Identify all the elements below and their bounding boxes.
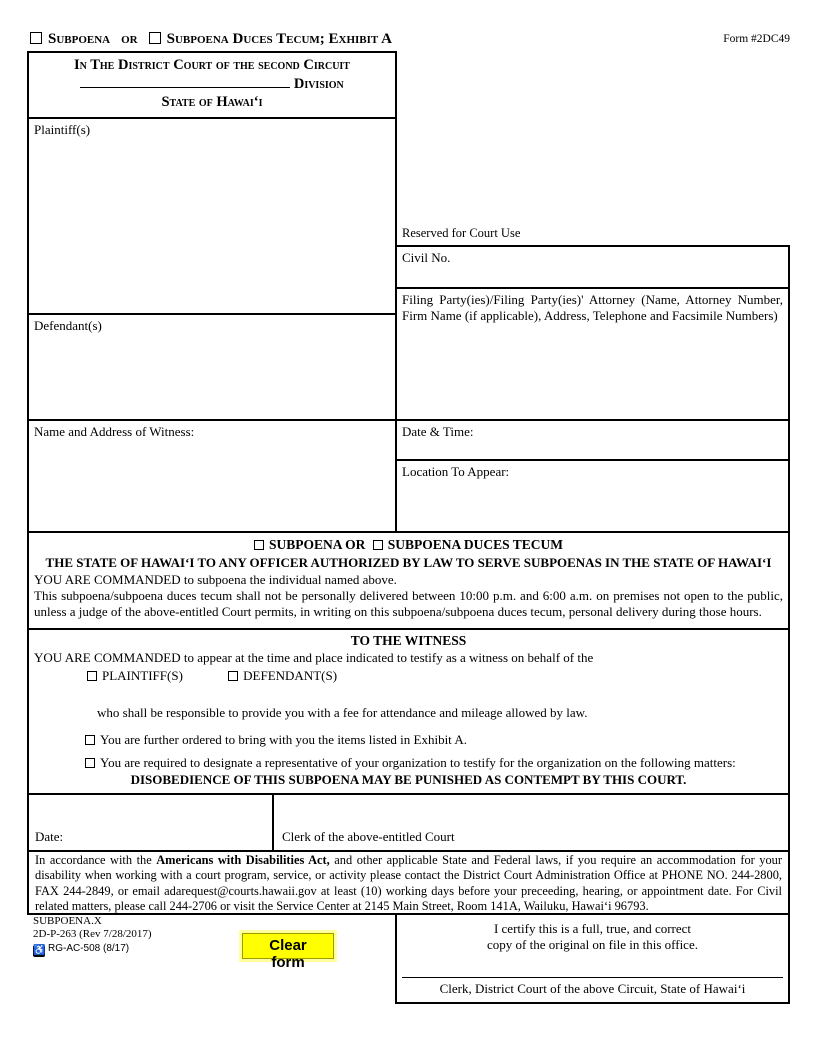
date-label: Date: [35,829,64,844]
exhibit-order-label: You are further ordered to bring with you the items listed in Exhibit A. [100,732,467,747]
date-time-label: Date & Time: [402,424,474,439]
witness-commanded-caps: YOU ARE COMMANDED [34,650,181,665]
to-the-witness-section [27,628,790,795]
subpoena-duces-tecum-checkbox[interactable] [149,32,161,44]
certify-line2: copy of the original on file in this office. [487,937,698,952]
section-subpoena-label: SUBPOENA OR [268,537,366,552]
plaintiff-box[interactable] [27,117,397,315]
reserved-for-court-use-label: Reserved for Court Use [402,226,521,240]
civil-no-label: Civil No. [402,250,451,265]
witness-section-title: TO THE WITNESS [350,633,467,648]
defendant-checkbox[interactable] [228,671,238,681]
form-code: 2D-P-263 (Rev 7/28/2017) [33,928,152,940]
form-type-header [30,31,392,48]
certification-box [395,913,790,1004]
representative-label: You are required to designate a representative of your organization to testify for the organization on the following matters: [100,755,736,770]
ada-prefix: In accordance with the [35,853,157,867]
delivery-restriction-text: This subpoena/subpoena duces tecum shall not be personally delivered between 10:00 p.m. and 6:00 a.m. on premises not open to the public, unless a judge of the above-entitled Court permits, in writing on this subpoena/subpoena duces tecum, personal delivery during those hours. [34,588,783,619]
subpoena-command-section [27,531,790,630]
commanded-line [34,572,783,588]
division-blank-line[interactable] [80,75,290,88]
ada-rest: and other applicable State and Federal laws, if you require an accommodation for your disability when working with a court program, service, or activity please contact the District Court Administration Office at PHONE NO. 244-2800, FAX 244-2849, or email adarequest@courts.hawaii.gov at least (10) working days before your preceeding, hearing, or appointment date. For Civil related matters, please call 244-2706 or visit the Service Center at 2145 Main Street, Room 141A, Wailuku, Hawai‘i 96793. [35,853,783,914]
fee-line: who shall be responsible to provide you with a fee for attendance and mileage allowed by law. [97,705,588,720]
defendant-label: Defendant(s) [34,318,102,333]
defendant-checkbox-label: DEFENDANT(S) [243,668,338,683]
or-label: or [121,31,138,47]
exhibit-order-line [85,732,788,748]
clear-form-button[interactable]: Clear form [242,933,334,959]
section-subpoena-checkbox[interactable] [254,540,264,550]
plaintiff-checkbox-label: PLAINTIFF(S) [102,668,183,683]
date-clerk-divider [272,795,274,850]
date-time-box[interactable] [395,419,790,461]
representative-checkbox[interactable] [85,758,95,768]
witness-name-label: Name and Address of Witness: [34,424,195,439]
civil-no-box[interactable] [395,245,790,289]
ada-notice-box [27,850,790,915]
party-checkbox-row [87,668,788,684]
clerk-label: Clerk of the above-entitled Court [282,829,455,844]
location-box[interactable] [395,459,790,533]
section-duces-checkbox[interactable] [373,540,383,550]
rg-code: RG-AC-508 (8/17) [48,943,130,954]
witness-commanded-line [34,650,783,666]
officer-command-line: THE STATE OF HAWAI‘I TO ANY OFFICER AUTHORIZED BY LAW TO SERVE SUBPOENAS IN THE STATE OF HAWAI‘I [45,555,772,570]
date-clerk-row [27,793,790,852]
contempt-warning: DISOBEDIENCE OF THIS SUBPOENA MAY BE PUNISHED AS CONTEMPT BY THIS COURT. [130,772,687,787]
representative-line [85,755,788,771]
commanded-caps: YOU ARE COMMANDED [34,572,181,587]
rg-code-line [33,942,152,957]
ada-notice-text [35,853,782,915]
duces-tecum-label: Subpoena Duces Tecum; Exhibit A [166,31,393,47]
defendant-box[interactable] [27,313,397,421]
subpoena-checkbox[interactable] [30,32,42,44]
exhibit-checkbox[interactable] [85,735,95,745]
division-line [29,75,395,93]
subpoena-label: Subpoena [48,31,111,47]
division-label: Division [293,76,344,92]
certification-clerk-label: Clerk, District Court of the above Circuit, State of Hawai‘i [439,981,746,996]
plaintiff-checkbox[interactable] [87,671,97,681]
subpoena-section-title [29,537,788,553]
ada-act-name: Americans with Disabilities Act, [156,853,330,867]
wheelchair-icon: ♿ [33,945,46,956]
filing-party-box[interactable] [395,287,790,421]
clerk-signature-line[interactable] [402,977,783,978]
certify-line1: I certify this is a full, true, and correct [493,921,692,936]
court-title: In The District Court of the second Circuit [74,57,350,73]
commanded-rest: to subpoena the individual named above. [180,572,397,587]
state-label: State of Hawai‘i [161,94,263,110]
filing-party-label: Filing Party(ies)/Filing Party(ies)' Attorney (Name, Attorney Number, Firm Name (if applicable), Address, Telephone and Facsimile Numbers) [402,292,783,323]
footer-codes [33,915,152,957]
witness-name-box[interactable] [27,419,397,533]
location-label: Location To Appear: [402,464,510,479]
witness-commanded-rest: to appear at the time and place indicated to testify as a witness on behalf of the [180,650,594,665]
plaintiff-label: Plaintiff(s) [34,122,91,137]
court-title-box [27,51,397,119]
section-duces-label: SUBPOENA DUCES TECUM [387,537,564,552]
form-number: Form #2DC49 [723,33,790,45]
doc-name: SUBPOENA.X [33,915,102,927]
